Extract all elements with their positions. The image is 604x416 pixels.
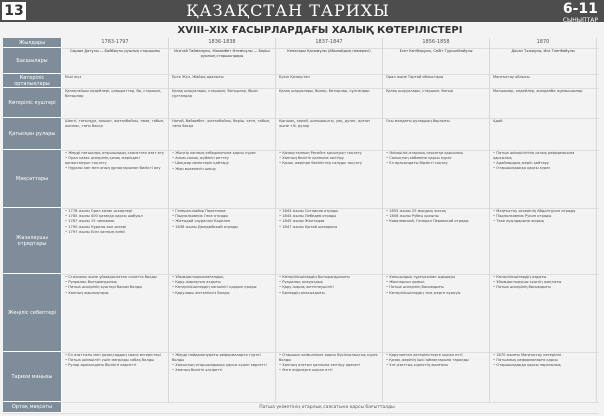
list-item: • Қарулары жеткіліксіз болды [172,291,272,296]
page-title: XVIII–XIX ҒАСЫРЛАРДАҒЫ ХАЛЫҚ КӨТЕРІЛІСТЕРІ [177,25,463,36]
table-cell: Осы маңдағы рулардың барлығы [383,118,490,150]
grade-label: СЫНЫПТАР [562,17,598,24]
list-item: • 1845 жылы Жантадов [279,219,379,224]
list-item: • Орал казак әскерінің қазақ жеріндегі қоныстануын тоқтату [65,156,165,165]
row-label: Жазалаушы отрядтары [3,208,62,274]
list-item: • 1843 жылы Сотников отряды [279,209,379,214]
list-item: • Патша әкімшілігінің салық реформасына қарсылық [493,151,593,160]
row-label: Қатысқан рулары [3,118,62,150]
list-item: • Көтерілісшілердің бытыраңқылығы [279,275,379,280]
table-cell: 1870 [490,38,597,48]
list-item: • Қару-жарақтың аздығы [172,280,272,285]
table-cell [276,208,383,274]
book-title: ҚАЗАҚСТАН ТАРИХЫ [186,1,390,20]
list-item: • Қазақстанның Ресейге қосылуын тоқтату [279,151,379,156]
list-item: • Әкімшілік-отарлық саясатқа қарсылық [386,151,486,156]
header-bar [0,0,604,22]
list-item: • Қазақ жерінің ішкі аймақтарына таралды [386,358,486,363]
table-cell: Кенесары Қасымұлы (Абылайдың немересі) [276,48,383,74]
table-cell: Шекті, тоғызқұл, алшын, жағалбайлы, тама, табын, жаппас, тағы басқа [62,118,169,150]
grade-badge [563,1,598,24]
table-cell [62,352,169,402]
list-item: • Шоқжар иеліктерін қайтару [172,161,272,166]
row-label: Ортақ мақсаты [3,402,62,413]
list-item: • Патша әкімшілігі үшін маңызды сабақ болды [65,358,165,363]
list-item: • 1870 жылғы Маңғыстау көтерілісі [493,353,593,358]
table-row-punitive [3,208,599,275]
list-item: • Ханның жарлықтары [65,291,165,296]
list-item: • Халықтың отаршылдыққа қарсы күшін көрсетті [172,363,272,368]
row-label: Жылдары [3,38,62,48]
list-item: • 1844 жылы Лебедев отряды [279,214,379,219]
list-item: • 1838 жылы Дюндюбский отряды [172,225,272,230]
list-item: • Ханшылдық тұрғысынан ыдырауы [386,275,486,280]
table-cell: Исатай Тайманұлы, Махамбет Өтемісұлы — Беріш руының старшындары [169,48,276,74]
table-cell [276,274,383,352]
list-item: • Қаруланған көтерілістерге ықпал етті [386,353,486,358]
table-row-centers [3,74,599,89]
table-row-leaders [3,48,599,75]
table-cell: Қазақ шаруалары, старшын, батыр [383,88,490,118]
list-item: • Адайлардың жерін қайтару [493,161,593,166]
list-item: • 1785 жылы 400 қазаққа қарсы шабуыл [65,214,165,219]
list-item: • Өзге өңірлерге ықпал етті [279,368,379,373]
list-item: • Жоспарсыз қимыл [386,280,486,285]
list-item: • Маңғыстау әскерінің Абдолтұсын отряды [493,209,593,214]
list-item: • Стихиялы және ұйымдаспаған сипатта болды [65,275,165,280]
list-item: • Жәңгір ханның озбырлығына қарсы күрес [172,151,272,156]
row-label: Жеңіліс себептері [3,274,62,352]
list-item: • Ұйымдастырылмағандық [172,275,272,280]
table-cell [169,274,276,352]
table-cell [62,150,169,208]
page-number: 13 [2,2,26,20]
table-cell [169,208,276,274]
list-item: • Жер мәселесін шешу [172,167,272,172]
table-cell: Қазақ шаруалары, билер, батырлар, сұлтандар [276,88,383,118]
list-item: • Жағыдай саудагері Карелин [172,219,272,224]
table-cell [383,274,490,352]
uprisings-table [3,38,599,413]
table-cell [276,150,383,208]
table-cell [490,274,597,352]
list-item: • Руаралық алауыздық [279,280,379,285]
table-cell [383,150,490,208]
list-item: • 1856 жылы Рубец қосыны [386,214,486,219]
list-item: • Патша әскерінің күштері басым болды [65,285,165,290]
row-label: Көтеріліс күштері [3,88,62,118]
list-item: • Көтерілісшілердің тың жерге ауысуы [386,291,486,296]
table-cell: Бүкіл Қазақстан [276,74,383,88]
table-cell: Қазақтайшы кедейлері, қоңыраттар, би, старшын, батырлар [62,88,169,118]
table-cell: 1856-1858 [383,38,490,48]
table-cell [490,150,597,208]
table-row-forces [3,88,599,119]
table-cell: Малшылар, кедейлер, жалданба жұмысшылар [490,88,597,118]
list-item: • Патшалық реформаларға қарсы [493,358,593,363]
list-item: • Рулар арасындағы бірлікті көрсетті [65,363,165,368]
list-item: • Алым-салық жүйесін реттеу [172,156,272,161]
table-row-goals [3,150,599,209]
list-item: • Генерал-майор Покатилов [172,209,272,214]
table-cell [169,352,276,402]
row-label: Мақсаттары [3,150,62,208]
table-cell [169,150,276,208]
list-item: • Ұйымдастырушы күштің жоқтығы [493,280,593,285]
table-cell [62,274,169,352]
table-cell: 1837-1847 [276,38,383,48]
table-cell: Есет Көтібарұлы, Сейіт Тұрсынбайұлы [383,48,490,74]
grade-range: 6-11 [562,1,598,17]
list-item: • Ханның атағын қалпына келтіру әрекеті [279,363,379,368]
list-item: • Ел арасындағы бірлікті сақтау [386,161,486,166]
list-item: • Патша әскерінің басымдығы [386,285,486,290]
list-item: • 1778 жылы Орал казак әскерлері [65,209,165,214]
table-cell: Қазақ шаруалары, старшын, батырлар, біраз сұлтандар [169,88,276,118]
list-item: • Билердің опасыздығы [279,291,379,296]
list-item: • Салықтың көбеюіне қарсы күрес [386,156,486,161]
table-cell: 1783-1797 [62,38,169,48]
list-item: • Қару-жарақ жетіспеушілігі [279,285,379,290]
list-item: • 1847 жылы Қытай шекарасы [279,225,379,230]
list-item: • Патша әскерінің басымдығы [493,285,593,290]
table-cell [276,352,383,402]
list-item: • Подполковник Геке отряды [172,214,272,219]
table-cell: Сырым Датұлы — Байбақты руының старшыны [62,48,169,74]
list-item: • 1787 жылы 15 чиновник [65,219,165,224]
table-cell [383,352,490,402]
list-item: • Отаршылдыққа қарсы наразылық [493,363,593,368]
table-row-defeat [3,274,599,353]
table-cell: Адай [490,118,597,150]
list-item: • Ұлт-азаттық күрестің жалғасы [386,363,486,368]
common-goal-text: Патша үкіметінің отарлық саясатына қарсы бағытталды [259,405,395,410]
table-cell: Ноғай, байымбет, жағалбайлы, беріш, кете, табын, тағы басқа [169,118,276,150]
row-label: Көтеріліс орталықтары [3,74,62,88]
table-cell: Кіші жүз [62,74,169,88]
list-item: • Көтерілісшілердің аздығы [493,275,593,280]
table-row-clans [3,118,599,151]
list-item: • 1790 жылы Нұралы хан әскері [65,225,165,230]
list-item: • Подполковник Рукин отряды [493,214,593,219]
table-cell: Ерте Жүз, Жайық аралығы [169,74,276,88]
list-item: • Нұралы хан мен оның ұрпақтарынан билікті алу [65,166,165,171]
row-label: Басшылары [3,48,62,74]
table-cell: Орал және Торғай облыстары [383,74,490,88]
list-item: • Жерді пайдаланудағы реформаларға түрткі болды [172,353,272,362]
list-item: • Ковалевский, Генерал Перовский отряды [386,219,486,224]
list-item: • Жерді патшалық отаршылдық саясаттан азат ету [65,151,165,156]
table-cell: Маңғыстау облысы [490,74,597,88]
table-cell: 1836-1838 [169,38,276,48]
table-cell [383,208,490,274]
table-cell: Досан Тәжиұлы, Иса Тленбайұлы [490,48,597,74]
table-row-significance [3,352,599,403]
list-item: • Руаралық бытыраңқылық [65,280,165,285]
table-cell [62,208,169,274]
list-item: • Ел азаттығы мен қазақтардың саяси өзгерістері [65,353,165,358]
list-item: • Қазақ жерінде бекіністер салуды тоқтату [279,161,379,166]
list-item: • 1797 жылы Есім ханның өлімі [65,230,165,235]
list-item: • Отаршылдыққа қарсы күрес [493,166,593,171]
list-item: • Ханның билігін әлсіретті [172,368,272,373]
list-item: • 1855 жылы 25 мыңдық жасақ [386,209,486,214]
list-item: • Теке ауылдарына жорық [493,219,593,224]
table-cell [490,208,597,274]
table-cell: Қыпшақ, керей, шапырашты, уақ, дулат, арғын және т.б. рулар [276,118,383,150]
list-item: • Көтерілісшілердің көпшілігі қорқып қалды [172,285,272,290]
list-item: • Отаршыл әкімшілікке қарсы бүкілхалықтық күрес болды [279,353,379,362]
list-item: • Ханның билігін қалпына келтіру [279,156,379,161]
table-cell [490,352,597,402]
row-label: Тарихи маңызы [3,352,62,402]
